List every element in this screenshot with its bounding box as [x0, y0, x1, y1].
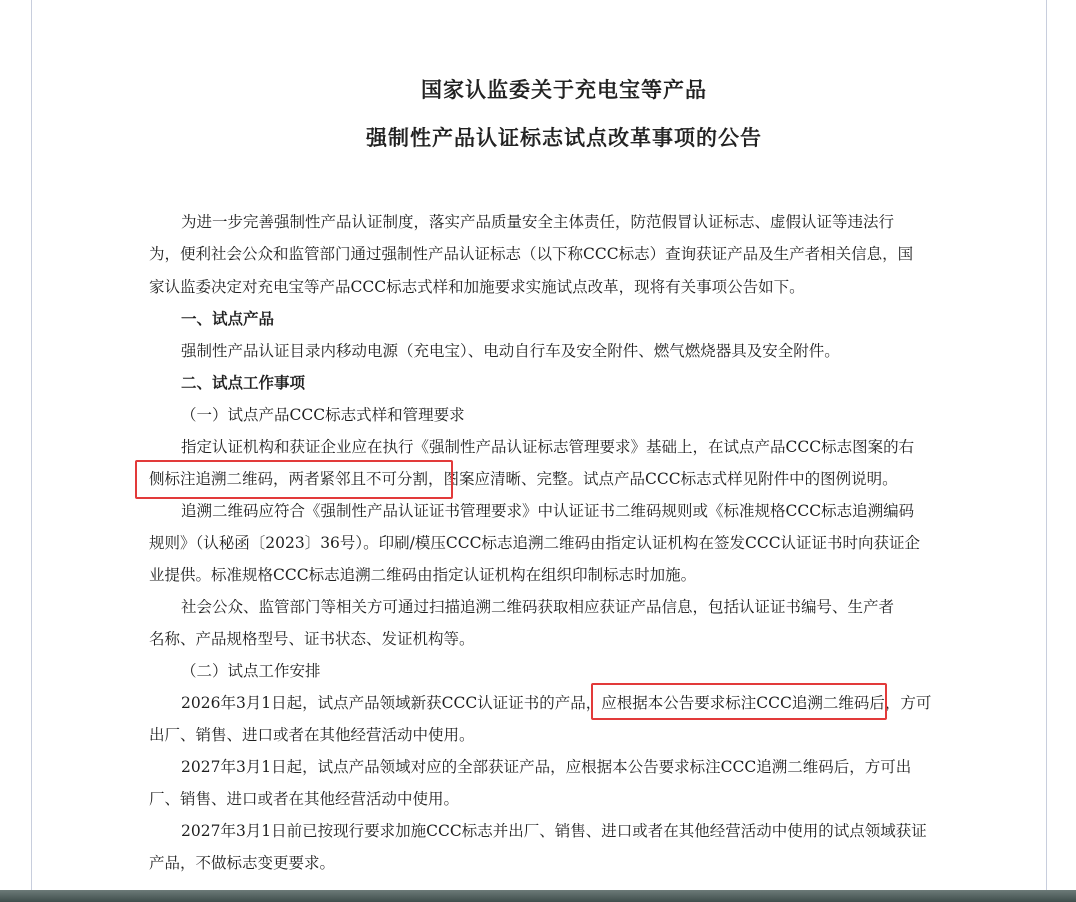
paragraph-line: 强制性产品认证目录内移动电源（充电宝）、电动自行车及安全附件、燃气燃烧器具及安全附件。 [181, 342, 840, 360]
paragraph-line: 名称、产品规格型号、证书状态、发证机构等。 [149, 630, 475, 648]
paragraph-line: 社会公众、监管部门等相关方可通过扫描追溯二维码获取相应获证产品信息，包括认证证书编号、生产者 [181, 598, 895, 616]
paragraph-line: 出厂、销售、进口或者在其他经营活动中使用。 [149, 726, 475, 744]
paragraph-line: 业提供。标准规格CCC标志追溯二维码由指定认证机构在组织印制标志时加施。 [149, 566, 697, 584]
paragraph-line: 2027年3月1日起，试点产品领域对应的全部获证产品，应根据本公告要求标注CCC追溯二维码后，方可出 [181, 758, 912, 776]
subsection-heading-2: （二）试点工作安排 [181, 662, 321, 680]
highlight-box-qr-requirement [591, 683, 887, 720]
subsection-heading-1: （一）试点产品CCC标志式样和管理要求 [181, 406, 465, 424]
paragraph-line: 规则》（认秘函〔2023〕36号）。印刷/模压CCC标志追溯二维码由指定认证机构在签发CCC认证证书时向获证企 [149, 534, 921, 552]
section-heading-1: 一、试点产品 [181, 309, 275, 328]
paragraph-line: 产品，不做标志变更要求。 [149, 854, 336, 872]
page-right-border [1046, 0, 1047, 890]
paragraph-line: 家认监委决定对充电宝等产品CCC标志式样和加施要求实施试点改革，现将有关事项公告如下。 [149, 278, 805, 296]
document-title-line-2: 强制性产品认证标志试点改革事项的公告 [366, 125, 762, 150]
document-title-line-1: 国家认监委关于充电宝等产品 [421, 77, 707, 102]
highlight-box-qr-adjacent [135, 460, 453, 499]
paragraph-line: 2027年3月1日前已按现行要求加施CCC标志并出厂、销售、进口或者在其他经营活动中使用的试点领域获证 [181, 822, 927, 840]
paragraph-line: 为，便利社会公众和监管部门通过强制性产品认证标志（以下称CCC标志）查询获证产品及生产者相关信息，国 [149, 245, 914, 263]
paragraph-line: 指定认证机构和获证企业应在执行《强制性产品认证标志管理要求》基础上，在试点产品CCC标志图案的右 [181, 438, 915, 456]
paragraph-line: 厂、销售、进口或者在其他经营活动中使用。 [149, 790, 460, 808]
window-bottom-bar [0, 890, 1076, 902]
paragraph-line: 2026年3月1日起，试点产品领域新获CCC认证证书的产品，应根据本公告要求标注CCC追溯二维码后，方可 [181, 694, 932, 712]
page-left-border [31, 0, 32, 890]
paragraph-line: 侧标注追溯二维码，两者紧邻且不可分割，图案应清晰、完整。试点产品CCC标志式样见附件中的图例说明。 [149, 470, 898, 488]
section-heading-2: 二、试点工作事项 [181, 373, 306, 392]
paragraph-line: 追溯二维码应符合《强制性产品认证证书管理要求》中认证证书二维码规则或《标准规格CCC标志追溯编码 [181, 502, 915, 520]
paragraph-line: 为进一步完善强制性产品认证制度，落实产品质量安全主体责任，防范假冒认证标志、虚假认证等违法行 [181, 213, 895, 231]
